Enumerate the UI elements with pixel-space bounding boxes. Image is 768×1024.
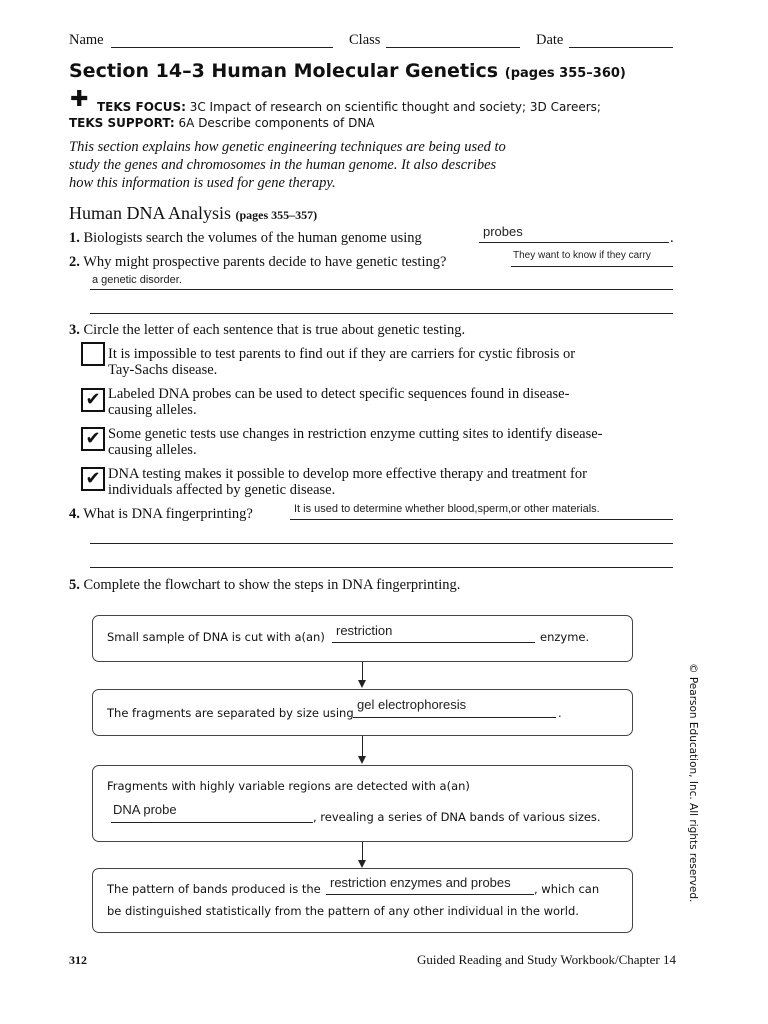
q1-number: 1. [69,230,80,246]
name-field[interactable] [111,47,333,48]
q5-text: Complete the flowchart to show the steps in DNA fingerprinting. [83,577,461,593]
option-text: Labeled DNA probes can be used to detect specific sequences found in disease- [108,386,570,402]
q2-answer-line-2[interactable] [90,289,673,290]
option-text: Tay-Sachs disease. [108,362,218,378]
flow-answer[interactable]: restriction enzymes and probes [330,875,511,890]
flow-text: . [558,706,562,720]
subsection-pages: (pages 355–357) [235,208,318,222]
q3-option [108,386,569,418]
q4-answer-line-2[interactable] [90,543,673,544]
texas-icon: ✚ [70,86,89,111]
subsection-heading [69,203,317,224]
flow-answer-line[interactable] [111,822,313,823]
date-field[interactable] [569,47,673,48]
q5-number: 5. [69,577,80,593]
flow-step-1 [92,615,633,662]
teks-focus [97,100,601,114]
flow-step-2 [92,689,633,736]
worksheet-page: Name Class Date Section 14–3 Human Molecular Genetics (pages 355–360) ✚ TEKS FOCUS: 3C Impact of research on scientific thought and society; 3D Careers; TEKS SUPPORT: 6A Describe components of DNA This section explains how genetic engineering techniques are being used to study the genes and chromosomes in the human genome. It also describes how this information is used for gene therapy. Human DNA Analysis (pages 355–357) 1. Biologists search the volumes of the human genome using probes . 2. Why might prospective parents decide to have genetic testing? They want to know if they carry a genetic disorder. 3. Circle the letter of each sentence that is true about genetic testing. It is impossible to test parents to find out if they are carriers for cystic fibrosis or Tay-Sachs disease. ✔ Labeled DNA probes can be used to detect specific sequences found in disease- causing alleles. ✔ Some genetic tests use changes in restriction enzyme cutting sites to identify disease- causing alleles. ✔ DNA testing makes it possible to develop more effective therapy and treatment for individuals affected by genetic disease. 4. What is DNA fingerprinting? It is used to determine whether blood,sperm,or other materials. 5. Complete the flowchart to show the steps in DNA fingerprinting. Small sample of DNA is cut with a(an) restriction enzyme. The fragments are separated by size using gel electrophoresis . Fragments with highly variable regions are detected with a(an) DNA probe , revealing a series of DNA bands of various sizes. The pattern of bands produced is the restriction enzymes and probes , which can be distinguished statistically from the pattern of any other individual in the world. © Pearson Education, Inc. All rights reserved. 312 Guided Reading and Study Workbook/Chapter 14 [0,0,768,1024]
teks-focus-label: TEKS FOCUS: [97,100,186,114]
teks-support-label: TEKS SUPPORT: [69,116,175,130]
q4-text: What is DNA fingerprinting? [83,506,253,522]
q3-option [108,426,602,458]
flow-text: The fragments are separated by size using [107,706,354,720]
teks-focus-text: 3C Impact of research on scientific thought and society; 3D Careers; [185,100,601,114]
page-number: 312 [69,953,87,967]
flow-answer[interactable]: restriction [336,623,393,638]
q4-answer[interactable]: It is used to determine whether blood,sperm,or other materials. [294,503,600,515]
q2-answer-line1[interactable]: They want to know if they carry [513,250,651,261]
arrow-down-icon [362,662,363,686]
flow-answer[interactable]: gel electrophoresis [357,697,467,712]
q1-answer-line[interactable] [479,242,669,243]
q2-answer-line2[interactable]: a genetic disorder. [92,274,182,286]
option-text: individuals affected by genetic disease. [108,482,336,498]
section-title: Section 14–3 Human Molecular Genetics [69,60,499,82]
flow-step-3 [92,765,633,842]
q3-option [108,466,587,498]
name-label: Name [69,32,104,48]
q3-text: Circle the letter of each sentence that is true about genetic testing. [83,322,466,338]
q4-number: 4. [69,506,80,522]
q2-number: 2. [69,254,80,270]
intro-text [69,138,506,192]
arrow-down-icon [362,736,363,762]
flow-text: enzyme. [540,630,590,644]
option-text: It is impossible to test parents to find out if they are carriers for cystic fibrosis or [108,346,576,362]
intro-line: study the genes and chromosomes in the human genome. It also describes [69,157,497,173]
teks-support [69,116,375,130]
section-pages: (pages 355–360) [504,66,626,81]
q3-option [108,346,575,378]
flow-text: The pattern of bands produced is the [107,882,321,896]
flow-answer-line[interactable] [332,642,535,643]
footer-book-title: Guided Reading and Study Workbook/Chapter 14 [416,952,676,967]
class-field[interactable] [386,47,520,48]
q4-answer-line[interactable] [290,519,673,520]
arrow-down-icon [362,842,363,866]
q2-text: Why might prospective parents decide to have genetic testing? [83,254,447,270]
copyright-notice: © Pearson Education, Inc. All rights reserved. [687,663,699,903]
date-label: Date [536,32,564,48]
q2-answer-line[interactable] [511,266,673,267]
flow-text: be distinguished statistically from the pattern of any other individual in the world. [107,904,579,918]
flow-text: , which can [534,882,600,896]
flow-answer[interactable]: DNA probe [113,802,177,817]
intro-line: This section explains how genetic engineering techniques are being used to [69,139,506,155]
checkbox-unchecked[interactable] [81,342,105,366]
q2-answer-line-3[interactable] [90,313,673,314]
checkbox-checked[interactable]: ✔ [81,427,105,451]
teks-support-text: 6A Describe components of DNA [174,116,375,130]
q1-answer[interactable]: probes [483,224,523,239]
option-text: causing alleles. [108,402,197,418]
option-text: DNA testing makes it possible to develop more effective therapy and treatment for [108,466,587,482]
option-text: Some genetic tests use changes in restriction enzyme cutting sites to identify disease- [108,426,603,442]
class-label: Class [349,32,381,48]
q4-answer-line-3[interactable] [90,567,673,568]
flow-text: , revealing a series of DNA bands of various sizes. [313,810,601,824]
intro-line: how this information is used for gene therapy. [69,175,336,191]
page-title [69,60,626,82]
q3-number: 3. [69,322,80,338]
checkbox-checked[interactable]: ✔ [81,388,105,412]
option-text: causing alleles. [108,442,197,458]
flow-step-4 [92,868,633,933]
subsection-title: Human DNA Analysis [69,203,231,223]
checkbox-checked[interactable]: ✔ [81,467,105,491]
q1-text: Biologists search the volumes of the human genome using [83,230,422,246]
flow-answer-line[interactable] [353,717,556,718]
flow-text: Small sample of DNA is cut with a(an) [107,630,325,644]
flow-text: Fragments with highly variable regions are detected with a(an) [107,779,470,793]
flow-answer-line[interactable] [326,894,534,895]
